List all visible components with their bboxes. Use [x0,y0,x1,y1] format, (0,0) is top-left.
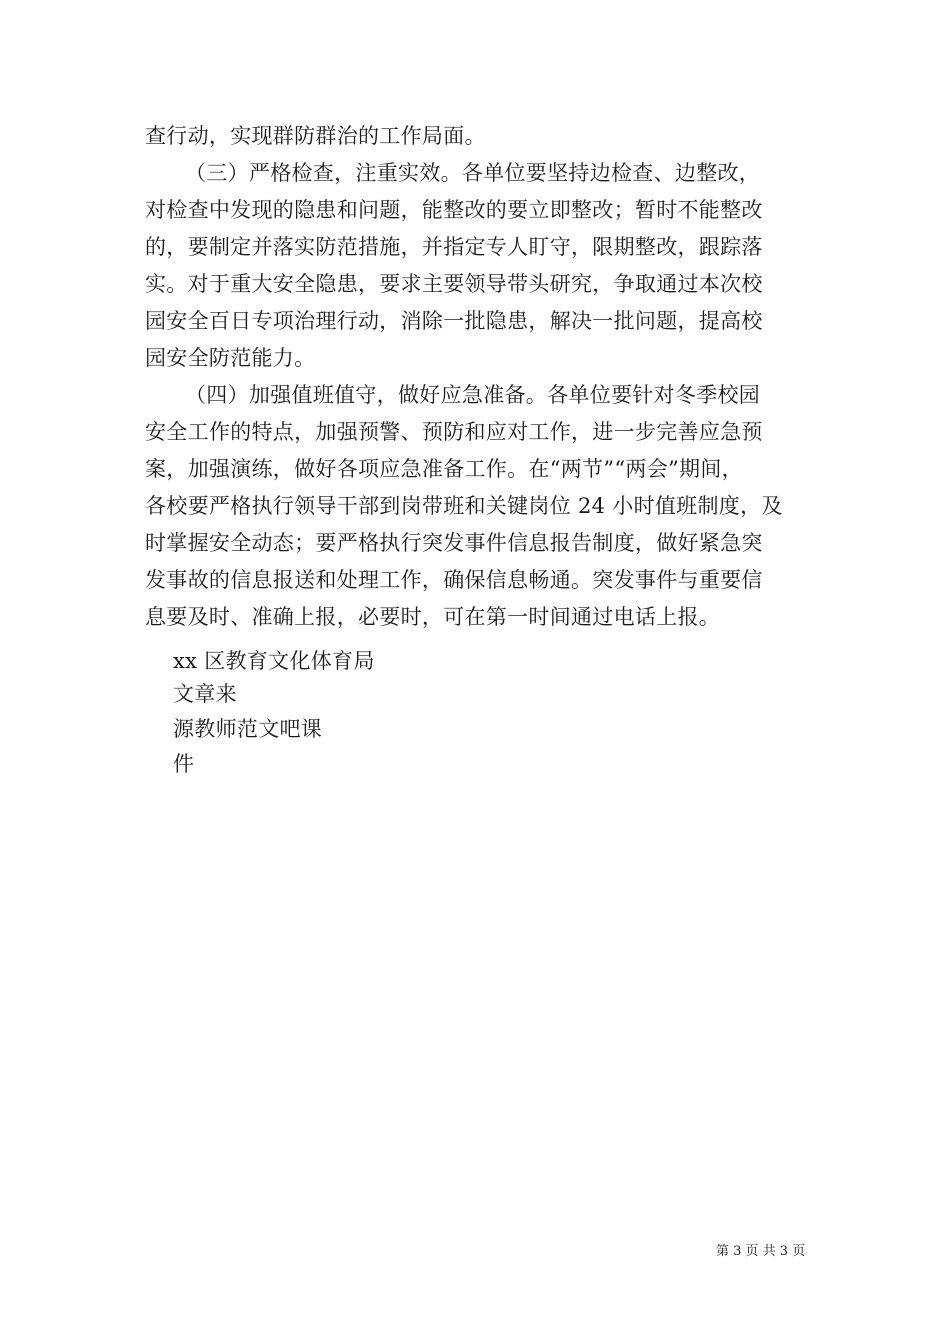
paragraph-line: 发事故的信息报送和处理工作，确保信息畅通。突发事件与重要信 [145,568,763,592]
paragraph-line: （三）严格检查，注重实效。各单位要坚持边检查、边整改， [185,161,761,185]
paragraph-line: （四）加强值班值守，做好应急准备。各单位要针对冬季校园 [185,383,761,407]
paragraph-line: 园安全百日专项治理行动，消除一批隐患，解决一批问题，提高校 [145,309,763,333]
paragraph-line: 的，要制定并落实防范措施，并指定专人盯守，限期整改，跟踪落 [145,235,763,259]
paragraph-line: 实。对于重大安全隐患，要求主要领导带头研究，争取通过本次校 [145,272,763,296]
page-number: 第 3 页 共 3 页 [716,1244,806,1259]
paragraph-line: 时掌握安全动态；要严格执行突发事件信息报告制度，做好紧急突 [145,531,763,555]
paragraph-line: 息要及时、准确上报，必要时，可在第一时间通过电话上报。 [145,605,721,629]
paragraph-line: 对检查中发现的隐患和问题，能整改的要立即整改；暂时不能整改 [145,198,763,222]
paragraph-line: 案，加强演练，做好各项应急准备工作。在“两节”“两会”期间， [145,457,743,481]
signature-line: xx 区教育文化体育局 [173,649,375,673]
paragraph-line: 各校要严格执行领导干部到岗带班和关键岗位 24 小时值班制度，及 [145,494,783,518]
signature-line: 源教师范文吧课 [173,717,323,741]
paragraph-line: 安全工作的特点，加强预警、预防和应对工作，进一步完善应急预 [145,420,763,444]
paragraph-line: 园安全防范能力。 [145,346,316,370]
signature-line: 件 [173,752,195,776]
paragraph-line: 查行动，实现群防群治的工作局面。 [145,124,486,148]
signature-line: 文章来 [173,682,237,706]
